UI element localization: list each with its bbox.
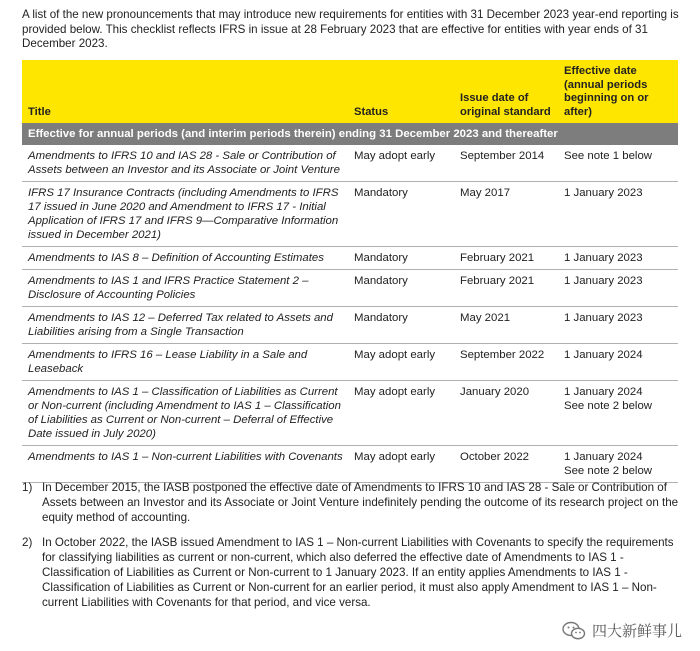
row-status: May adopt early	[348, 446, 454, 483]
row-effective-date: See note 1 below	[558, 145, 678, 182]
pronouncements-table	[22, 60, 678, 483]
row-issue-date: September 2014	[454, 145, 558, 182]
row-title: Amendments to IAS 12 – Deferred Tax related to Assets and Liabilities arising from a Single Transaction	[22, 307, 348, 344]
header-issue-date: Issue date of original standard	[454, 60, 558, 123]
table-row	[22, 446, 678, 483]
row-issue-date: September 2022	[454, 344, 558, 381]
footnotes	[22, 480, 682, 620]
table-row	[22, 182, 678, 247]
watermark-text: 四大新鲜事儿	[591, 623, 682, 640]
row-effective-date: 1 January 2023	[558, 307, 678, 344]
row-effective-date: 1 January 2023	[558, 182, 678, 247]
row-effective-date: 1 January 2024 See note 2 below	[558, 446, 678, 483]
watermark	[562, 620, 682, 641]
header-title: Title	[22, 60, 348, 123]
row-status: Mandatory	[348, 307, 454, 344]
row-status: May adopt early	[348, 145, 454, 182]
footnote-number: 1)	[22, 481, 33, 494]
footnote-text: In October 2022, the IASB issued Amendment to IAS 1 – Non-current Liabilities with Covenants to specify the requirements for classifying liabilities as current or non-current, which also deferred the effective date of Amendments to IAS 1 - Classification of Liabilities as Current or Non-current to 1 January 2023. If an entity applies Amendments to IAS 1 - Classification of Liabilities as Current or Non-current for an earlier period, it must also apply Amendment to IAS 1 – Non-current Liabilities with Covenants for that period, and vice versa.	[42, 536, 674, 609]
wechat-icon	[562, 621, 586, 641]
table-row	[22, 344, 678, 381]
row-title: Amendments to IAS 1 and IFRS Practice Statement 2 – Disclosure of Accounting Policies	[22, 270, 348, 307]
row-issue-date: May 2021	[454, 307, 558, 344]
footnote-2	[22, 535, 682, 610]
row-status: May adopt early	[348, 381, 454, 446]
intro-paragraph: A list of the new pronouncements that may introduce new requirements for entities with 31 December 2023 year-end reporting is provided below. This checklist reflects IFRS in issue at 28 February 2023 that are effective for entities with year ends of 31 December 2023.	[22, 8, 679, 50]
footnote-1	[22, 480, 682, 525]
row-issue-date: October 2022	[454, 446, 558, 483]
row-title: Amendments to IFRS 16 – Lease Liability in a Sale and Leaseback	[22, 344, 348, 381]
row-status: Mandatory	[348, 270, 454, 307]
header-status: Status	[348, 60, 454, 123]
row-effective-date: 1 January 2024	[558, 344, 678, 381]
table-row	[22, 145, 678, 182]
table-row	[22, 307, 678, 344]
row-effective-date: 1 January 2024 See note 2 below	[558, 381, 678, 446]
table-header-row	[22, 60, 678, 123]
row-title: Amendments to IAS 8 – Definition of Accounting Estimates	[22, 247, 348, 270]
row-status: Mandatory	[348, 182, 454, 247]
row-issue-date: January 2020	[454, 381, 558, 446]
row-issue-date: February 2021	[454, 247, 558, 270]
table-row	[22, 247, 678, 270]
section-row	[22, 123, 678, 145]
table-row	[22, 381, 678, 446]
row-title: Amendments to IAS 1 – Classification of Liabilities as Current or Non-current (including Amendment to IAS 1 – Classification of Liabilities as Current or Non-current – Deferral of Effective Date issued in July 2020)	[22, 381, 348, 446]
table-row	[22, 270, 678, 307]
row-effective-date: 1 January 2023	[558, 270, 678, 307]
header-effective-date: Effective date (annual periods beginning on or after)	[558, 60, 678, 123]
section-label: Effective for annual periods (and interim periods therein) ending 31 December 2023 and thereafter	[22, 123, 678, 145]
footnote-number: 2)	[22, 536, 33, 549]
row-title: IFRS 17 Insurance Contracts (including Amendments to IFRS 17 issued in June 2020 and Amendment to IFRS 17 - Initial Application of IFRS 17 and IFRS 9—Comparative Information issued in December 2021)	[22, 182, 348, 247]
row-issue-date: May 2017	[454, 182, 558, 247]
row-status: May adopt early	[348, 344, 454, 381]
row-title: Amendments to IAS 1 – Non-current Liabilities with Covenants	[22, 446, 348, 483]
row-issue-date: February 2021	[454, 270, 558, 307]
row-effective-date: 1 January 2023	[558, 247, 678, 270]
row-title: Amendments to IFRS 10 and IAS 28 - Sale or Contribution of Assets between an Investor and its Associate or Joint Venture	[22, 145, 348, 182]
footnote-text: In December 2015, the IASB postponed the effective date of Amendments to IFRS 10 and IAS 28 - Sale or Contribution of Assets between an Investor and its Associate or Joint Venture indefinitely pending the outcome of its research project on the equity method of accounting.	[42, 481, 679, 524]
row-status: Mandatory	[348, 247, 454, 270]
